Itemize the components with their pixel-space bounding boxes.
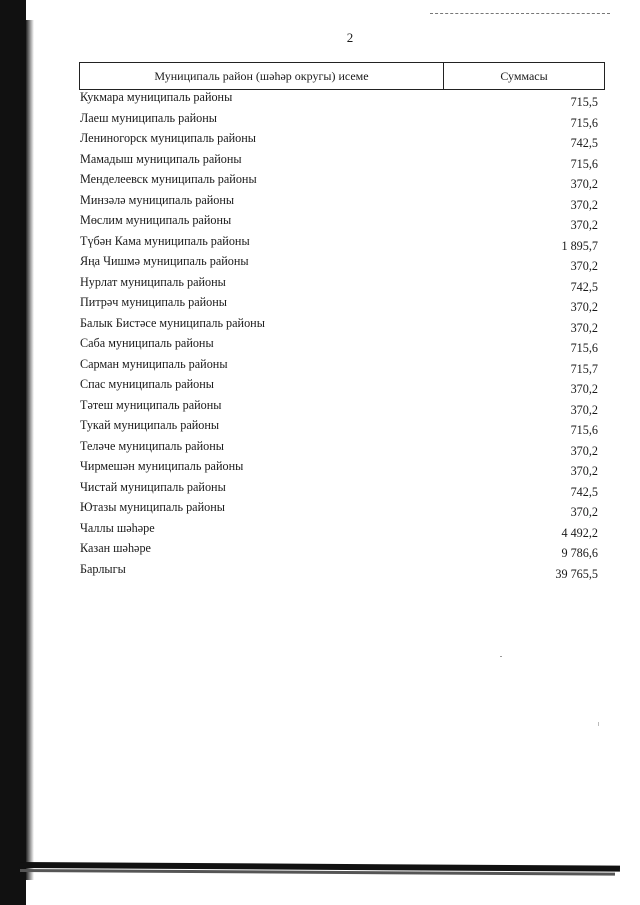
row-amount: 370,2 [570,320,598,335]
row-name: Сарман муниципаль районы [80,356,228,371]
table-row [80,541,598,562]
scan-top-mark [430,13,610,15]
row-amount: 370,2 [570,259,598,273]
row-amount: 742,5 [570,279,598,294]
row-name: Балык Бистәсе муниципаль районы [80,315,265,330]
row-amount: 370,2 [570,177,598,191]
row-name: Минзәлә муниципаль районы [80,192,235,207]
row-name: Тәтеш муниципаль районы [80,397,222,412]
row-amount: 370,2 [570,218,598,232]
row-name: Питрәч муниципаль районы [80,295,227,309]
row-name: Теләче муниципаль районы [80,438,224,453]
scan-speck [500,656,502,657]
scan-left-edge [0,0,26,905]
row-name: Ютазы муниципаль районы [80,500,225,514]
row-amount: 715,5 [570,95,598,109]
row-amount: 370,2 [570,300,598,314]
page-number: 2 [346,30,354,45]
row-amount: 715,6 [570,115,598,130]
row-name: Чистай муниципаль районы [80,479,226,494]
row-name: Тукай муниципаль районы [80,418,220,432]
row-amount: 1 895,7 [561,238,598,253]
row-amount: 715,7 [570,361,598,376]
row-amount: 742,5 [570,484,598,499]
row-amount: 4 492,2 [561,525,598,540]
row-name: Менделеевск муниципаль районы [80,172,257,186]
row-name: Лениногорск муниципаль районы [80,131,256,145]
row-name: Яңа Чишмә муниципаль районы [80,254,249,268]
row-name: Кукмара муниципаль районы [80,90,233,104]
scan-speck [598,722,599,726]
row-amount: 370,2 [570,505,598,519]
table-row [80,521,598,542]
row-amount: 370,2 [570,402,598,417]
table-header [79,62,605,90]
table-body [80,90,598,582]
row-name: Түбән Кама муниципаль районы [80,233,250,248]
row-amount: 39 765,5 [555,566,598,581]
table-row [80,500,598,521]
row-amount: 370,2 [570,197,598,212]
row-amount: 370,2 [570,464,598,478]
row-name: Барлыгы [80,561,126,576]
row-name: Лаеш муниципаль районы [80,110,217,125]
row-name: Нурлат муниципаль районы [80,274,226,289]
row-amount: 742,5 [570,136,598,150]
row-amount: 370,2 [570,382,598,396]
row-name: Спас муниципаль районы [80,377,214,391]
row-amount: 9 786,6 [561,546,598,560]
row-name: Чаллы шәһәре [80,520,155,535]
row-name: Мөслим муниципаль районы [80,213,232,227]
row-name: Мамадыш муниципаль районы [80,151,242,166]
row-amount: 715,6 [570,156,598,171]
row-name: Саба муниципаль районы [80,336,214,350]
table-row [80,562,598,583]
row-name: Казан шәһәре [80,541,151,555]
row-amount: 370,2 [570,443,598,458]
header-name-column: Муниципаль район (шәһәр округы) исеме [80,63,444,90]
row-amount: 715,6 [570,423,598,437]
header-sum-column: Суммасы [444,63,605,90]
row-name: Чирмешән муниципаль районы [80,459,244,473]
row-amount: 715,6 [570,341,598,355]
